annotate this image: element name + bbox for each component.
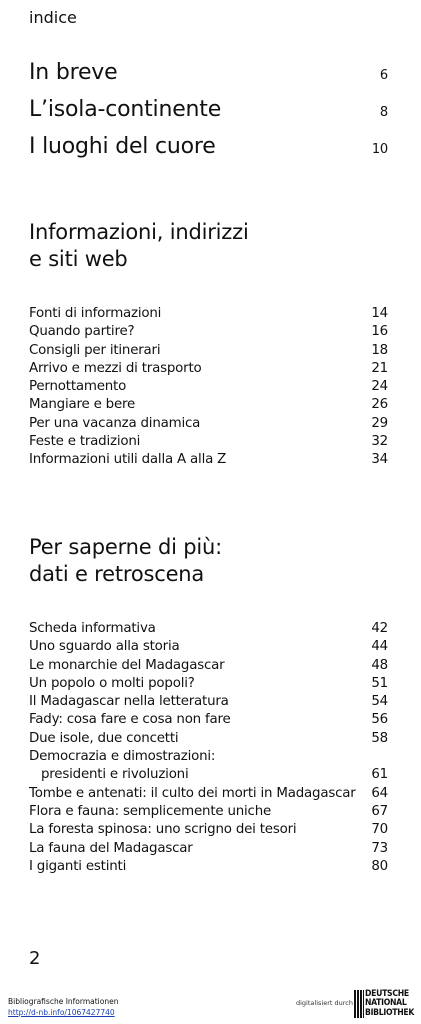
toc-entry-title: Arrivo e mezzi di trasporto bbox=[29, 360, 202, 376]
section-title bbox=[29, 534, 222, 588]
toc-entry-page: 10 bbox=[371, 142, 388, 157]
toc-entry-title: Fonti di informazioni bbox=[29, 306, 162, 321]
bibliographic-label: Bibliografische Informationen bbox=[8, 997, 119, 1006]
index-heading: indice bbox=[29, 8, 77, 27]
toc-entry[interactable] bbox=[29, 620, 388, 638]
toc-entry-title: Per una vacanza dinamica bbox=[29, 415, 201, 431]
toc-entry[interactable] bbox=[29, 858, 388, 876]
toc-entry-page: 18 bbox=[371, 342, 388, 358]
toc-entry[interactable] bbox=[29, 693, 388, 711]
toc-entry[interactable] bbox=[29, 433, 388, 451]
toc-entry[interactable] bbox=[29, 730, 388, 748]
toc-entry-page: 56 bbox=[371, 712, 388, 728]
toc-entry-title: I luoghi del cuore bbox=[29, 134, 216, 159]
toc-entry-page: 64 bbox=[371, 785, 388, 801]
toc-entry[interactable] bbox=[29, 323, 388, 341]
dnb-logo-line: NATIONAL bbox=[365, 998, 407, 1009]
section-title bbox=[29, 219, 249, 273]
toc-entry-page: 58 bbox=[371, 730, 388, 746]
dnb-logo-line: BIBLIOTHEK bbox=[365, 1007, 415, 1018]
toc-entry[interactable] bbox=[29, 638, 388, 656]
toc-entry-page: 42 bbox=[371, 621, 388, 636]
dnb-logo bbox=[354, 989, 415, 1018]
toc-entry-page: 54 bbox=[371, 694, 388, 710]
toc-entry-title: Tombe e antenati: il culto dei morti in Madagascar bbox=[29, 785, 356, 801]
toc-entry-title: Flora e fauna: semplicemente uniche bbox=[29, 803, 272, 819]
toc-entry-page: 34 bbox=[371, 452, 388, 468]
toc-entry[interactable] bbox=[29, 342, 388, 360]
toc-entry-title: La fauna del Madagascar bbox=[29, 840, 193, 856]
toc-entry-page: 6 bbox=[379, 68, 388, 83]
toc-entry-page: 67 bbox=[371, 803, 388, 819]
toc-entry-page: 26 bbox=[371, 397, 388, 413]
digitized-by-label: digitalisiert durch bbox=[296, 999, 353, 1007]
dnb-link[interactable]: http://d-nb.info/1067427740 bbox=[8, 1008, 115, 1017]
toc-entry-title: Feste e tradizioni bbox=[29, 434, 141, 450]
toc-entry-page: 73 bbox=[371, 840, 388, 856]
toc-intro-entry[interactable] bbox=[29, 134, 388, 159]
section-title-line: Informazioni, indirizzi bbox=[29, 220, 249, 244]
toc-entry-title: Un popolo o molti popoli? bbox=[29, 675, 195, 691]
toc-entry-page: 80 bbox=[371, 858, 388, 874]
toc-entry-title: Pernottamento bbox=[29, 379, 127, 395]
toc-entry[interactable] bbox=[29, 785, 388, 803]
toc-entry-title: Informazioni utili dalla A alla Z bbox=[29, 452, 227, 468]
toc-entry[interactable] bbox=[29, 451, 388, 469]
toc-entry[interactable] bbox=[29, 803, 388, 821]
toc-entry-title: Il Madagascar nella letteratura bbox=[29, 694, 229, 710]
toc-intro-entry[interactable] bbox=[29, 60, 388, 85]
toc-entry-title: L’isola-continente bbox=[29, 97, 222, 122]
toc-entry[interactable] bbox=[29, 305, 388, 323]
toc-entry[interactable] bbox=[29, 657, 388, 675]
toc-entry-title: Democrazia e dimostrazioni: bbox=[29, 749, 216, 765]
toc-entry[interactable] bbox=[29, 360, 388, 378]
toc-entry-title: Mangiare e bere bbox=[29, 397, 136, 413]
toc-entry-title: Fady: cosa fare e cosa non fare bbox=[29, 712, 231, 728]
toc-entry-page: 51 bbox=[371, 675, 388, 691]
toc-entry-page: 29 bbox=[371, 415, 388, 431]
page-number: 2 bbox=[29, 948, 41, 969]
dnb-logo-text bbox=[365, 990, 414, 1018]
toc-entry[interactable] bbox=[29, 378, 388, 396]
toc-entry-title: Uno sguardo alla storia bbox=[29, 639, 180, 655]
bibliographic-info bbox=[8, 996, 118, 1018]
toc-entry-title: Scheda informativa bbox=[29, 621, 156, 636]
dnb-logo-line: DEUTSCHE bbox=[365, 989, 409, 999]
toc-entry-page: 24 bbox=[371, 379, 388, 395]
toc-entry[interactable] bbox=[29, 840, 388, 858]
section-title-line: e siti web bbox=[29, 247, 128, 271]
toc-entry[interactable] bbox=[29, 766, 388, 784]
section-title-line: dati e retroscena bbox=[29, 562, 205, 586]
barcode-icon bbox=[354, 990, 364, 1018]
toc-entry-page: 44 bbox=[371, 639, 388, 655]
toc-entry-title: I giganti estinti bbox=[29, 858, 127, 874]
toc-entry[interactable] bbox=[29, 415, 388, 433]
toc-entry-page: 8 bbox=[379, 105, 388, 120]
toc-list-background bbox=[29, 620, 388, 876]
toc-entry[interactable] bbox=[29, 711, 388, 729]
toc-entry-page: 16 bbox=[371, 324, 388, 340]
toc-entry-page: 61 bbox=[371, 767, 388, 783]
toc-entry[interactable] bbox=[29, 396, 388, 414]
toc-entry[interactable] bbox=[29, 675, 388, 693]
toc-entry-page: 32 bbox=[371, 434, 388, 450]
toc-entry-title: Quando partire? bbox=[29, 324, 135, 340]
toc-entry-title: Consigli per itinerari bbox=[29, 342, 161, 358]
section-title-line: Per saperne di più: bbox=[29, 535, 222, 559]
toc-intro-entry[interactable] bbox=[29, 97, 388, 122]
toc-entry-title: presidenti e rivoluzioni bbox=[41, 767, 189, 783]
toc-entry-page: 21 bbox=[371, 360, 388, 376]
toc-entry-title: La foresta spinosa: uno scrigno dei tesori bbox=[29, 822, 297, 838]
toc-list-info bbox=[29, 305, 388, 470]
toc-entry[interactable] bbox=[29, 821, 388, 839]
toc-entry-page: 70 bbox=[371, 822, 388, 838]
toc-entry-page: 14 bbox=[371, 306, 388, 321]
toc-entry-title: In breve bbox=[29, 60, 118, 85]
toc-entry[interactable] bbox=[29, 748, 388, 766]
toc-entry-title: Due isole, due concetti bbox=[29, 730, 179, 746]
toc-entry-title: Le monarchie del Madagascar bbox=[29, 657, 225, 673]
toc-entry-page: 48 bbox=[371, 657, 388, 673]
